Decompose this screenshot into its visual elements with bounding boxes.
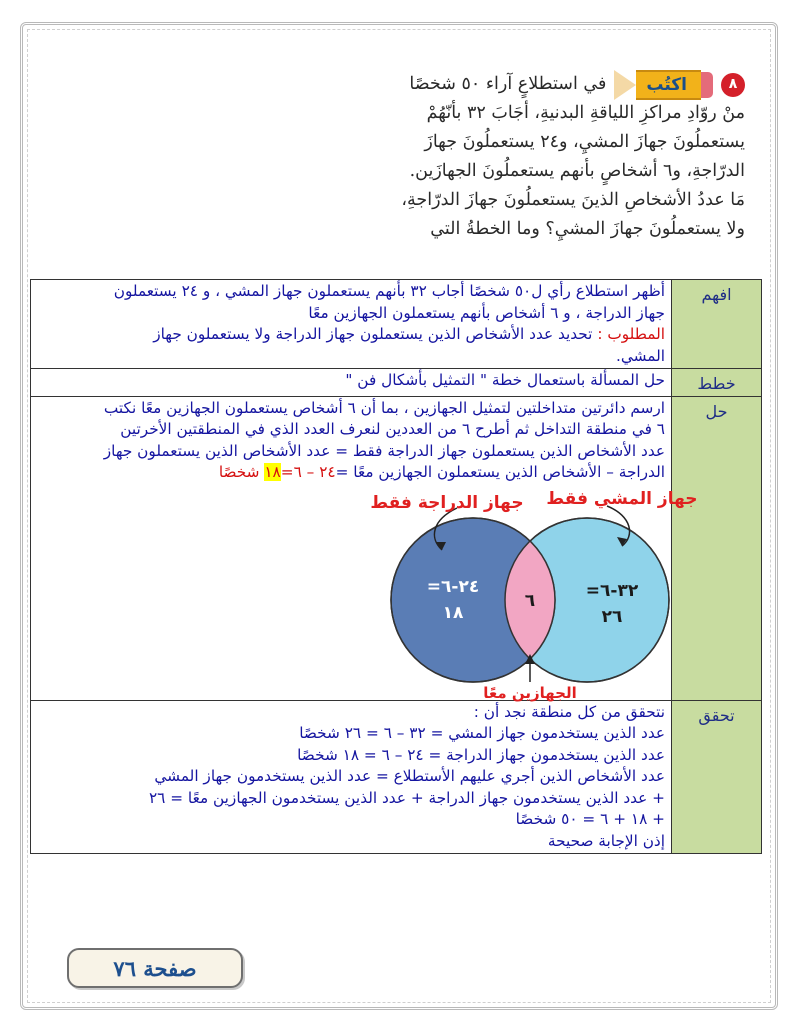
content-check [31,700,672,854]
label-both: الجهازين معًا [483,683,577,702]
label-bike-only: جهاز الدراجة فقط [370,492,524,513]
required-label: المطلوب : [597,325,665,343]
bike-expression: ٢٤-٦= [426,576,480,597]
check-line: + عدد الذين يستخدمون جهاز الدراجة + عدد الذين يستخدمون الجهازين معًا = ٢٦ [148,788,665,807]
problem-line: ولا يستعملُونَ جهازَ المشيِ؟ وما الخطةُ التي [430,219,745,239]
page-number-box [67,948,243,988]
row-understand [31,280,762,369]
understand-line: المشي. [615,346,665,365]
problem-line: الدرّاجةِ، و٦ أشخاصٍ بأنهم يستعملُونَ الجهازَين. [409,161,745,181]
solution-table [30,279,762,854]
problem-header [220,70,745,99]
plan-text: حل المسألة باستعمال خطة " التمثيل بأشكال فن " [345,371,665,389]
solve-red-calc: ٢٤ – ٦= [280,463,336,481]
problem-line: منْ روّادِ مراكزِ اللياقةِ البدنيةِ، أجَابَ ٣٢ بأنّهُمْ [426,103,745,123]
row-plan [31,369,762,397]
row-solve [31,396,762,700]
solve-line4-text: الدراجة – الأشخاص الذين يستعملون الجهازين معًا = [335,463,665,481]
required-line [37,324,665,346]
solve-line: ٦ في منطقة التداخل ثم أطرح ٦ من العددين لنعرف العدد الذي في المنطقتين الأخرتين [120,420,665,438]
label-plan: خطط [672,369,762,397]
write-label: اكتُب [636,70,701,100]
check-line: + ١٨ + ٦ = ٥٠ شخصًا [515,810,665,828]
pencil-tip [614,70,636,100]
solve-line: ارسم دائرتين متداخلتين لتمثيل الجهازين ، بما أن ٦ أشخاص يستعملون الجهازين معًا نكتب [103,398,665,417]
label-walk-only: جهاز المشي فقط [546,488,698,509]
check-line: عدد الذين يستخدمون جهاز المشي = ٣٢ – ٦ = ٢٦ شخصًا [299,724,665,742]
problem-excerpt [220,70,745,270]
check-line: عدد الذين يستخدمون جهاز الدراجة = ٢٤ – ٦ = ١٨ شخصًا [297,745,665,764]
problem-intro: في استطلاعٍ آراء ٥٠ شخصًا [409,74,607,94]
solve-result-highlight: ١٨ [264,463,281,481]
walk-value: ٢٦ [601,606,623,627]
bike-value: ١٨ [442,602,464,623]
problem-number-badge: ٨ [721,73,745,97]
content-solve [31,396,698,702]
solve-result-unit: شخصًا [218,463,260,481]
venn-diagram [37,484,698,702]
understand-line: أظهر استطلاع رأي ل٥٠ شخصًا أجاب ٣٢ بأنهم يستعملون جهاز المشي ، و ٢٤ يستعملون [113,282,665,300]
content-plan [31,369,672,397]
check-line: إذن الإجابة صحيحة [547,831,665,850]
content-understand [31,280,672,369]
page-number-label: صفحة ٧٦ [113,955,197,981]
row-check [31,700,762,854]
check-line: نتحقق من كل منطقة نجد أن : [473,702,665,721]
problem-line: يستعملُونَ جهازَ المشيِ، و٢٤ يستعملُونَ جهازَ [424,132,745,152]
walk-expression: ٣٢-٦= [585,580,639,601]
pencil-icon [614,72,713,98]
label-check: تحقق [672,700,762,854]
check-line: عدد الأشخاص الذين أجري عليهم الأستطلاع = عدد الذين يستخدمون جهاز المشي [154,767,665,785]
label-solve: حل [672,396,762,700]
both-value: ٦ [524,590,536,611]
problem-line: مَا عددُ الأشخاصِ الذينَ يستعملُونَ جهازَ الدرّاجةِ، [401,190,745,210]
understand-line: جهاز الدراجة ، و ٦ أشخاص بأنهم يستعملون الجهازين معًا [308,303,665,322]
pencil-eraser [701,72,713,98]
venn-svg [37,484,698,702]
solve-line: عدد الأشخاص الذين يستعملون جهاز الدراجة فقط = عدد الأشخاص الذين يستعملون جهاز [103,441,665,460]
solve-line-result [37,462,665,484]
required-text: تحديد عدد الأشخاص الذين يستعملون جهاز الدراجة ولا يستعملون جهاز [153,325,593,343]
label-understand: افهم [672,280,762,369]
